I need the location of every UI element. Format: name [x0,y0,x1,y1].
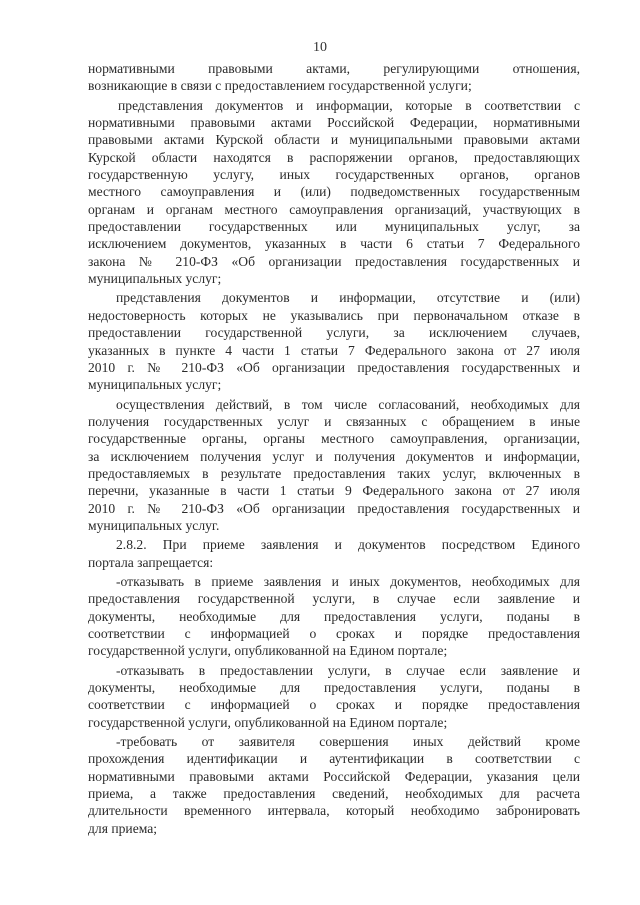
text-line: Курской области находятся в распоряжении органов, предоставляющих [88,149,580,165]
text-line: за исключением получения услуг и получения документов и информации, [88,448,580,464]
text-line: государственную услугу, иных государственных органов, органов [88,167,580,183]
text-line: правовыми актами Курской области и муниципальными правовыми актами [88,132,580,148]
text-line: -требовать от заявителя совершения иных действий кроме [116,734,580,750]
text-line: -отказывать в приеме заявления и иных документов, необходимых для [116,573,580,589]
text-line: государственной услуги, опубликованной на Едином портале; [88,643,448,659]
text-line: соответствии с информацией о сроках и порядке предоставления [88,626,580,641]
text-line: муниципальных услуг; [88,377,222,393]
text-line: 2.8.2. При приеме заявления и документов посредством Единого [116,537,580,553]
text-line: 2010 г. № 210-ФЗ «Об организации предоставления государственных и [88,500,580,516]
text-line: государственной услуги, опубликованной на Едином портале; [88,714,448,730]
text-line: -отказывать в предоставлении услуги, в случае если заявление и [116,662,580,678]
text-line: соответствии с информацией о сроках и порядке предоставления [88,697,580,713]
paragraph [88,396,580,535]
text-line: органам и органам местного самоуправления организаций, участвующих в [88,201,580,217]
text-line: возникающие в связи с предоставлением государственной услуги; [88,78,472,94]
text-line: длительности временного интервала, который необходимо забронировать [88,803,580,819]
paragraph [88,289,580,393]
text-line: местного самоуправления и (или) подведомственных государственным [88,184,580,200]
text-line: муниципальных услуг. [88,517,220,533]
text-line: государственные органы, органы местного самоуправления, организации, [88,431,580,447]
paragraph [88,662,580,731]
text-line: предоставляемых в результате предоставления таких услуг, включенных в [88,465,580,481]
text-line: представления документов и информации, отсутствие и (или) [116,290,580,306]
text-line: предоставления государственной услуги, в случае если заявление и [88,591,580,607]
text-line: для приема; [88,820,158,836]
page-number: 10 [313,40,327,55]
paragraph [88,573,580,660]
text-line: получения государственных услуг и связанных с обращением в иные [88,413,580,429]
text-line: нормативными правовыми актами Российской Федерации, нормативными [88,115,580,131]
text-line: приема, а также предоставления сведений, необходимых для расчета [88,786,580,802]
text-line: указанных в пункте 4 части 1 статьи 7 Федерального закона от 27 июля [88,342,580,358]
text-line: документы, необходимые для предоставления услуги, поданы в [88,608,580,624]
text-line: перечни, указанные в части 1 статьи 9 Федерального закона от 27 июля [88,483,580,499]
text-line: прохождения идентификации и аутентификации в соответствии с [88,751,580,767]
text-line: закона № 210-ФЗ «Об организации предоставления государственных и [88,253,580,269]
text-line: осуществления действий, в том числе согласований, необходимых для [116,396,580,412]
text-line: исключением документов, указанных в части 6 статьи 7 Федерального [88,236,580,252]
text-line: недостоверность которых не указывались при первоначальном отказе в [88,307,580,323]
paragraph [88,60,580,95]
paragraph [88,97,580,288]
text-line: представления документов и информации, которые в соответствии с [118,97,580,113]
text-line: 2010 г. № 210-ФЗ «Об организации предоставления государственных и [88,359,580,375]
text-line: портала запрещается: [88,554,214,570]
text-line: муниципальных услуг; [88,271,222,287]
text-line: нормативными правовыми актами, регулирующими отношения, [88,61,580,76]
text-line: нормативными правовыми актами Российской Федерации, указания цели [88,768,580,784]
paragraph [88,733,580,837]
document-body [88,60,580,839]
text-line: предоставлении государственной услуги, за исключением случаев, [88,325,580,341]
paragraph [88,536,580,571]
text-line: документы, необходимые для предоставления услуги, поданы в [88,680,580,696]
text-line: предоставлении государственных или муниципальных услуг, за [88,219,580,235]
